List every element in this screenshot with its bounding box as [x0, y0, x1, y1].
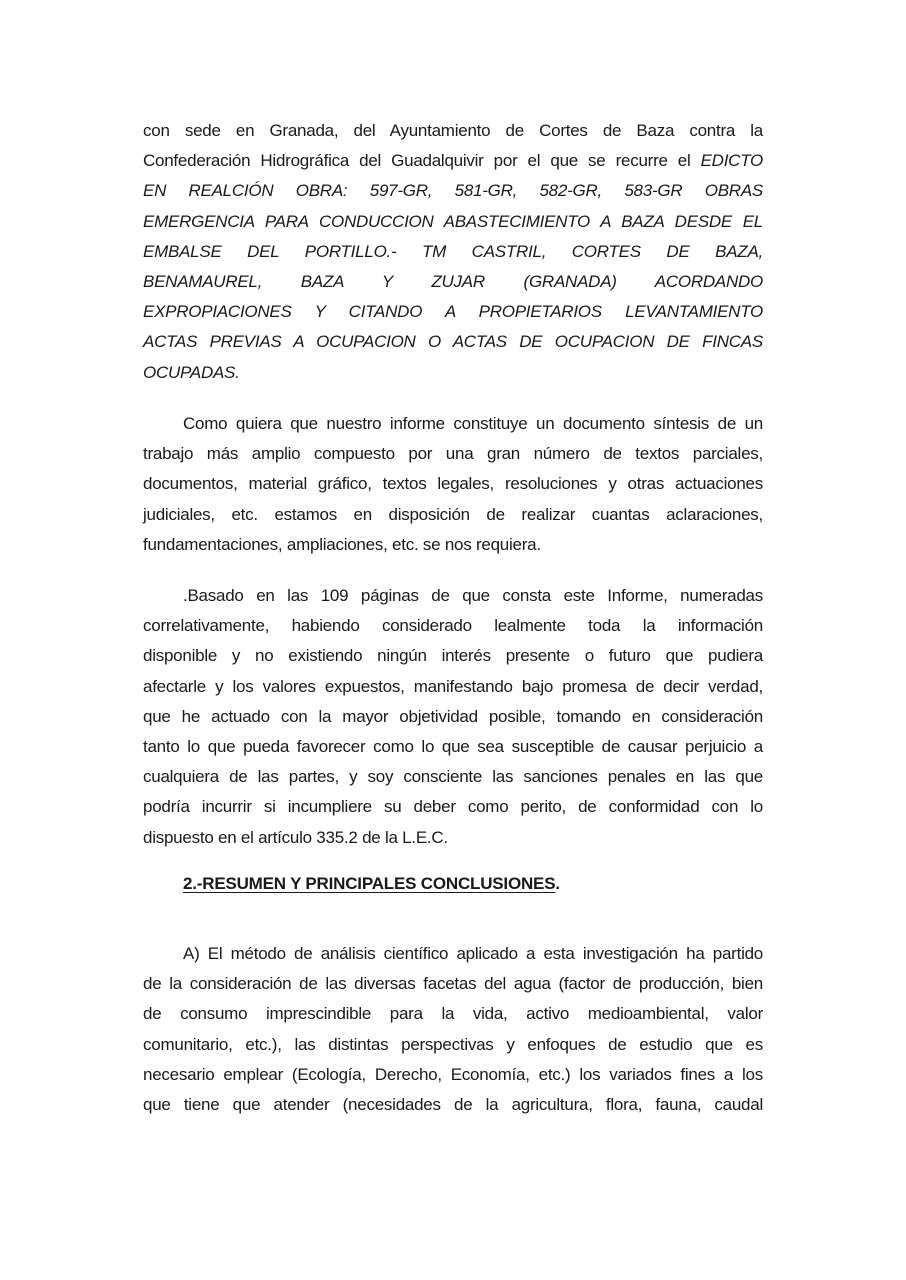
text: fundamentaciones, ampliaciones, etc. se nos requiera. — [143, 534, 541, 554]
text: que he actuado con la mayor objetividad posible, tomando en consideración — [143, 706, 763, 726]
text: Como quiera que nuestro informe constituye un documento síntesis de un — [183, 414, 763, 433]
text-line — [143, 823, 763, 853]
text-line — [143, 702, 763, 732]
italic-text: BENAMAUREL, BAZA Y ZUJAR (GRANADA) ACORDANDO — [143, 271, 763, 291]
text-line — [143, 267, 763, 297]
text: que tiene que atender (necesidades de la agricultura, flora, fauna, caudal — [143, 1094, 763, 1114]
paragraph-report-synthesis — [143, 409, 763, 560]
section-heading-text: 2.-RESUMEN Y PRINCIPALES CONCLUSIONES — [183, 874, 556, 893]
text-line — [143, 469, 763, 499]
text-line — [143, 1090, 763, 1120]
text: afectarle y los valores expuestos, manifestando bajo promesa de decir verdad, — [143, 676, 763, 696]
text: documentos, material gráfico, textos legales, resoluciones y otras actuaciones — [143, 474, 763, 494]
text-line — [143, 409, 763, 439]
text: con sede en Granada, del Ayuntamiento de Cortes de Baza contra la — [143, 121, 763, 140]
text-line — [143, 792, 763, 822]
paragraph-expert-declaration — [143, 581, 763, 853]
text: dispuesto en el artículo 335.2 de la L.E.C. — [143, 827, 448, 847]
text-line — [143, 641, 763, 671]
italic-text: ACTAS PREVIAS A OCUPACION O ACTAS DE OCUPACION DE FINCAS — [143, 332, 763, 352]
text: necesario emplear (Ecología, Derecho, Economía, etc.) los variados fines a los — [143, 1064, 763, 1084]
paragraph-analysis-method — [143, 939, 763, 1120]
paragraph-edict — [143, 116, 763, 388]
italic-text: EDICTO — [700, 151, 763, 171]
text-line — [143, 969, 763, 999]
text-line — [143, 762, 763, 792]
text: A) El método de análisis científico aplicado a esta investigación ha partido — [183, 944, 763, 963]
text-line — [143, 500, 763, 530]
text: Confederación Hidrográfica del Guadalquivir por el que se recurre el — [143, 151, 701, 171]
text-line — [143, 939, 763, 969]
text: trabajo más amplio compuesto por una gran número de textos parciales, — [143, 444, 763, 464]
italic-text: EMERGENCIA PARA CONDUCCION ABASTECIMIENTO A BAZA DESDE EL — [143, 211, 763, 231]
text-line — [143, 439, 763, 469]
text: correlativamente, habiendo considerado lealmente toda la información — [143, 616, 763, 636]
text-line — [143, 146, 763, 176]
text-line — [143, 672, 763, 702]
text: tanto lo que pueda favorecer como lo que sea susceptible de causar perjuicio a — [143, 736, 763, 756]
text-line — [143, 237, 763, 267]
section-heading — [183, 874, 560, 894]
italic-text: EN REALCIÓN OBRA: 597-GR, 581-GR, 582-GR, 583-GR OBRAS — [143, 181, 763, 201]
text-line — [143, 611, 763, 641]
text: .Basado en las 109 páginas de que consta este Informe, numeradas — [183, 586, 763, 605]
text-line — [143, 530, 763, 560]
text: de la consideración de las diversas facetas del agua (factor de producción, bien — [143, 974, 763, 994]
section-heading-period: . — [555, 874, 560, 893]
text: de consumo imprescindible para la vida, activo medioambiental, valor — [143, 1004, 763, 1024]
text: comunitario, etc.), las distintas perspectivas y enfoques de estudio que es — [143, 1034, 763, 1054]
text: judiciales, etc. estamos en disposición de realizar cuantas aclaraciones, — [143, 504, 763, 524]
text-line — [143, 207, 763, 237]
text: podría incurrir si incumpliere su deber como perito, de conformidad con lo — [143, 797, 763, 817]
text: disponible y no existiendo ningún interés presente o futuro que pudiera — [143, 646, 763, 666]
text-line — [143, 176, 763, 206]
text-line — [143, 116, 763, 146]
text-line — [143, 358, 763, 388]
text-line — [143, 732, 763, 762]
italic-text: EMBALSE DEL PORTILLO.- TM CASTRIL, CORTES DE BAZA, — [143, 241, 763, 261]
text-line — [143, 1030, 763, 1060]
text-line — [143, 581, 763, 611]
italic-text: OCUPADAS. — [143, 362, 240, 382]
text: cualquiera de las partes, y soy consciente las sanciones penales en las que — [143, 767, 763, 787]
text-line — [143, 1060, 763, 1090]
text-line — [143, 297, 763, 327]
italic-text: EXPROPIACIONES Y CITANDO A PROPIETARIOS LEVANTAMIENTO — [143, 302, 763, 322]
text-line — [143, 327, 763, 357]
text-line — [143, 999, 763, 1029]
